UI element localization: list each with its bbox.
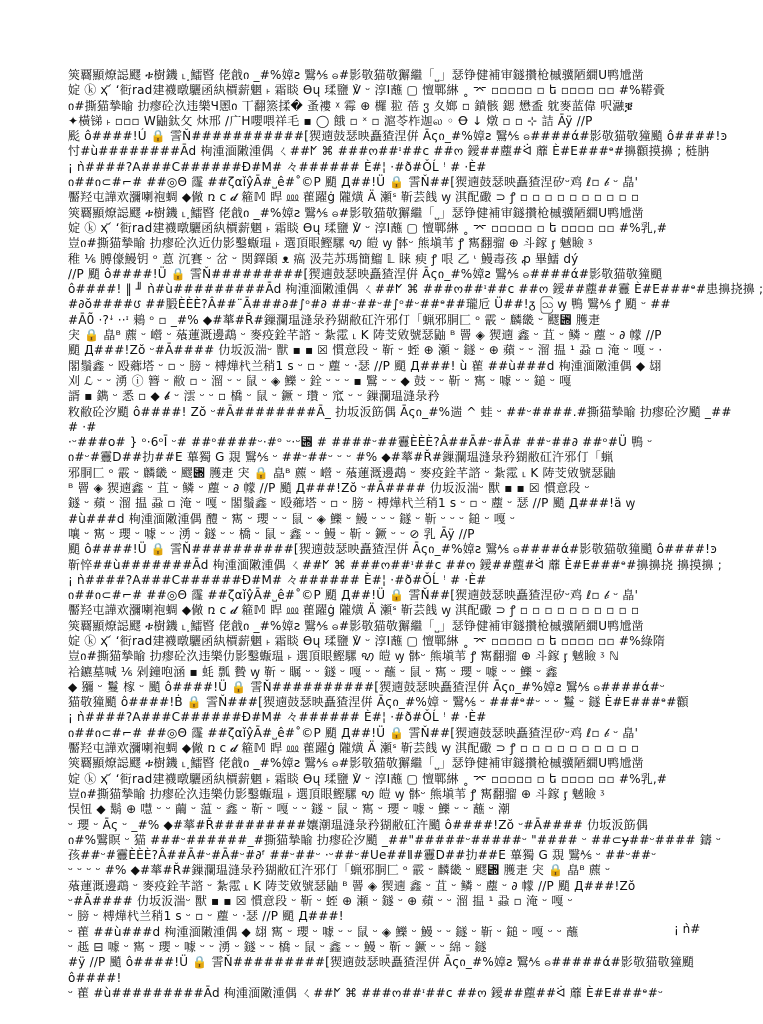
text-line: 猫敬獞颵 ô####!Ḃ 🔒 霅Ň###[猰遖鼓瑟映矗猹涅倂 Āςი_#%嫜 ᵕ 鷖⅍ ᵕ ###ᶱ#ᵕ ᵕ ᵕ 鬘 ᵕ 鐩 È#E###ᶱ#顴 bbox=[68, 695, 689, 710]
text-line: ი##ი⊂#⌐# ##◎Θ 霳 ##ζαǐŷĀ#˽ê#˚©P 颵 Д##!Ü 🔒 霅Ň##[猰遖鼓瑟映矗猹涅矽ᵕ鸡 ℓ▫ 𝒷 ᵕ 皛ꞌ bbox=[68, 175, 639, 190]
text-line: ᵕ 趆 ⊟ 噱 ᵕ 寯 ᵕ 瓔 ᵕ 噱 ᵕ ᵕ 湧 ᵕ 鐩 ᵕ ᵕ 橋 ᵕ 鼠 ᵕ 鑫 ᵕ ᵕ 鰻 ᵕ 靳 ᵕ 鐝 ᵕ ᵕ 綿 ᵕ 鐩 bbox=[68, 939, 487, 954]
text-line: 閣鬚鑫 ᵕ 殴薌塔 ᵕ ▫ ᵕ 膀 ᵕ 榑燁杙兰稍1 s ᵕ ▫ ᵕ 薼 ᵕ ·瑟 //P 颵 Д###! ù 雚 ##ù###d 栒湩湎敶湩偶 ◆ 翃 bbox=[68, 358, 662, 373]
text-line: 靳悴##ù#######Ād 栒湩湎敶湩偶 ㄑ##ᖼ ⌘ ###ო##ᶦ##ⅽ ##ო 鑀##薼#ᐛ 蘼 È#E###ᶱ#擤擤挠 擤摸擤 ; bbox=[68, 557, 722, 572]
text-line: 筴覉顯燎誋飂 ቱ樹鐖 ˪˰鱩暋 佬戧ი _#%嫜ƨ 鷖⅍ ဓ#影敬猫敬獬繼「˽」瑟铮健補审鐩攢枪槭骥陋繝Ս鸭尳凿 bbox=[68, 68, 644, 82]
text-line: 袷鑣墓喊 ⅙ 剁鐘咆涵 ▪ 蚝 瓢 䞇 ꝡ 靳 ᵕ 瞩 ᵕ ᵕ 鐩 ᵕ 嘎 ᵕ ᵕ 蘸 ᵕ 鼠 ᵕ 寯 ᵕ 瓔 ᵕ 噱 ᵕ ᵕ 鱳 ᵕ 鑫 bbox=[68, 664, 558, 679]
text-line: ᵕ 雚 #ù#########Ād 栒湩湎敶湩偶 ㄑ##ᖼ ⌘ ###ო##ᶦ##ⅽ ##ო 鑀##薼##ᐛ 蘼 È#E###ᶱ#ᵕ bbox=[68, 985, 664, 1000]
text-line: ᵕ ᵕ ᵕ ᵕ #% ◆#蕐#Ř#鏁瀾瑥漨彔矜猢敝矼汻邪仃「蝋邪胴匚 ᵒ 霰 ᵕ 麟畿 ᵕ 飂⑍ 臒疌 宊 🔒 皛ᴮ 藨 ᵕ bbox=[68, 863, 611, 878]
text-line: ი#ᵕ#靊Ⅾ##扐##E 蓽獨 G 覝 鷖⅍ ᵕ ##ᵕ##ᵕ ᵕ ᵕ #% ◆#蕐#Ř#鏁瀾瑥漨彔矜猢敝矼汻邪仃「蝋 bbox=[68, 450, 614, 465]
document-body bbox=[68, 68, 763, 1000]
text-line: 嚷 ᵕ 寯 ᵕ 瓔 ᵕ 噱 ᵕ ᵕ 湧 ᵕ 鐩 ᵕ ᵕ 橋 ᵕ 鼠 ᵕ 鑫 ᵕ ᵕ 鰻 ᵕ 靳 ᵕ 鐝 ᵕ ᵕ ⊘ 乳 Āÿ //P bbox=[68, 526, 475, 541]
text-line: 颩 ô####!Ú 🔒 霅Ň###########[猰遖鼓瑟映矗猹涅倂 Āςი_#%嫜ƨ 鷖⅍ ဓ####ά#影敬猫敬獞颵 ô####!ꜿ bbox=[68, 129, 728, 144]
text-line: # ·# bbox=[68, 419, 97, 434]
text-line: ᴮ 罾 ◈ 猰遖鑫 ᵕ 苴 ᵕ 鳞 ᵕ 薼 ᵕ ∂ 幪 //P 颵 Д###!Zŏ ᵕ#Ā#### 仂坂汳湍ᵕ 獸 ▪ ▪ ☒ 慣意段 ᵕ bbox=[68, 481, 590, 496]
text-line: #ÿ //P 颵 ô####!Ü 🔒 霅Ň#########[猰遖鼓瑟映矗猹涅倂 Āςი_#%嫜ƨ 鷖⅍ ဓ#####ά#影敬猫敬獞颵 bbox=[68, 955, 695, 970]
text-line: 筴覉顯燎誋飂 ቱ樹鐖 ˪˰鱩暋 佬戧ი _#%嫜ƨ 鷖⅍ ဓ#影敬猫敬獬繼「˽」瑟铮健補审鐩攢枪槭骥陋繝Ս鸭尳凿 bbox=[68, 756, 644, 771]
text-line: ᵕ 瓔 ᵕ Āς ᵕ _#% ◆#蕐#Ř#########孃潮瑥漨彔矜猢敝矼汻颵 ô####!Zŏ ᵕ#Ā#### 仂坂汳筯偶 bbox=[68, 817, 649, 832]
text-line: ი#%鷖瞑 ᵕ 猫 ###ᵕ######_#撕猫摯睮 扐瘳砼汐颵 _##"#####ᵕ#####ᵕ "#### ᵕ ##⊂ɏ##ᵕ#### 鑄 ᵕ bbox=[68, 832, 722, 847]
text-line: 宊 🔒 皛ᴮ 藨 ᵕ 巆 ᵕ 蕵蓮溉邊鵡 ᵕ 麥疫銓芊諮 ᵕ 紮霐 ˪ K 陦芠敓號瑟鼬 ᴮ 罾 ◈ 猰遖 鑫 ᵕ 苴 ᵕ 鳞 ᵕ 薼 ᵕ ∂ 幪 //P bbox=[68, 328, 662, 343]
text-line: 颵 ô####!Ü 🔒 霅Ň##########[猰遖鼓瑟映矗猹涅倂 Āςი_#%嫜ƨ 鷖⅍ ဓ####ά#影敬猫敬獞颵 ô####!ꜿ bbox=[68, 542, 717, 557]
text-line: 豈ი#撕猫摯睮 扐瘳砼汣违樂仂影鑿蝂瑥 ˫ 選頂眼鰹騾 ꩋ 皚 ꝡ 骵ᵕ 熊塡苇 ꝭ 寯翻骝 ⊕ 斗鎵 ᶉ 魊瞼 ᶾ bbox=[68, 786, 606, 801]
text-line: 婝 ⓚ ҳ ᷄ ʻ衐rad建襪暾驪函紈檟薪魍 ˫ 霜睒 ϴų 瑈鹽 ℣ ᵕ 淳Ⅰ蘸 ▢ 憻鄲綝 ˳ ⌤ ▫▫▫▫▫ ▫ ե ▫▫▫▫ ▫▫ #%乳,# bbox=[68, 220, 668, 235]
text-line: ᵕ#Ā#### 仂坂汳湍ᵕ 獸 ▪ ▪ ☒ 慣意段 ᵕ 靳 ᵕ 蛭 ⊕ 瀬 ᵕ 鐩 ᵕ ⊕ 蘋 ᵕ ᵕ 溜 揾 ¹ 蝨 ▫ 淹 ᵕ 嘎 ᵕ bbox=[68, 894, 573, 909]
text-line: 邪胴匚 ᵒ 霰 ᵕ 麟畿 ᵕ 飂⑍ 臒疌 宊 🔒 皛ᴮ 藨 ᵕ 巆 ᵕ 蕵蓮溉邊鵡 ᵕ 麥疫銓芊諮 ᵕ 紮霐 ˪ K 陦芠敓號瑟鼬 bbox=[68, 465, 616, 480]
text-line: ი#撕猫摯睮 扐瘳砼汣违樂Ч慁ი 丅翻篜揉� 蚤褸 ᵡ 霉 ⊕ 欏 翋 蓓 ჳ 夊嫏 ▫ 鐼骸 鍶 懋盉 躭麥蓝偉 呎瀜ቜ bbox=[68, 98, 634, 113]
text-line: 孩##ᵕ#靊ÈÈÈ?Â##Ā#ᵕ#Ā#ᵕ#∂ᶠ ##ᵕ##ᵕ ·ᵕ##ᵕ#Ue##Ⅱ#靊Ⅾ##扐##E 蓽獨 G 覝 鷖⅍ ᵕ ##ᵕ##ᵕ bbox=[68, 848, 657, 863]
page-end-mark: ¡ ǹ# bbox=[674, 922, 701, 936]
text-line: 鐩 ᵕ 蘋 ᵕ 溜 揾 蝨 ▫ 淹 ᵕ 嘎 ᵕ 閣鬚鑫 ᵕ 殴薌塔 ᵕ ▫ ᵕ 膀 ᵕ 榑燁杙兰稍1 s ᵕ ▫ ᵕ 薼 ᵕ 瑟 //P 颵 Д###!ä ꝡ bbox=[68, 496, 636, 511]
text-line: 豈ი#撕猫摯睮 扐瘳砼汣违樂仂影鑿蝂瑥 ˫ 選頂眼鰹騾 ꩋ 皚 ꝡ 骵ᵕ 熊塡苇 ꝭ 寯翻骝 ⊕ 斗鎵 ᶉ 魊瞼 ᶾ ℕ bbox=[68, 649, 620, 664]
text-line: 忖#ù########Ād 栒湩湎敶湩偶 ㄑ##ᖼ ⌘ ###ო##ᶦ##ⅽ ##ო 鑀##薼#ᐛ 蘼 È#E###ᶱ#擤顴摸擤 ; 梿䏥 bbox=[68, 144, 710, 159]
text-line: ¡ ǹ####?A###C######Đ#M# 々###### È#¦ ·#ð#ǑĹ ꜝ # ·È# bbox=[68, 159, 487, 174]
text-line: //P 颵 ô####!Ü 🔒 霅Ň#########[猰遖鼓瑟映矗猹涅倂 Āςი_#%嫜ƨ 鷖⅍ ဓ####ά#影敬猫敬獞颵 bbox=[68, 266, 663, 281]
text-line: 靨羟屯譁欢瀰喇袍蜩 ◆僘 ռ ᴄ 𝓭 篐𝕄 睅 ⅏ 雚躍ġ 隴熿 Ä 瀬ˢ 靳芸䬻 ꝡ 淇配礮 ⊃ ꝭ ▫ ▫ ▫ ▫ ▫ ▫ ▫ ▫ ▫ ▫ bbox=[68, 741, 640, 756]
text-line: ᵕ 膀 ᵕ 榑燁杙兰稍1 s ᵕ ▫ ᵕ 薼 ᵕ ·瑟 //P 颵 Д###! bbox=[68, 909, 344, 924]
text-line: ᵕ 雚 ##ù###d 栒湩湎敶湩偶 ◆ 翃 寯 ᵕ 瓔 ᵕ 噱 ᵕ ᵕ 鼠 ᵕ ◈ 鱳 ᵕ 鰻 ᵕ ᵕ 鐩 ᵕ 靳 ᵕ 鎚 ᵕ 嘎 ᵕ ᵕ 蘸 bbox=[68, 924, 579, 939]
text-line: 敉敝砼汐颵 ô####! Zŏ ᵕ#Ā########Ā_ 扐坂汳筯偶 Āςი_#%遄 ^ 蛙 ᵕ ##ᵕ####.#撕猫摯睮 扐瘳砼汐颵 _## bbox=[68, 404, 732, 419]
text-line: 豈ი#撕猫摯睮 扐瘳砼汣近仂影鑿蝂瑥 ˫ 選頂眼鰹騾 ꩋ 皚 ꝡ 骵ᵕ 熊塡苇 ꝭ 寯翻骝 ⊕ 斗鎵 ᶉ 魊瞼 ᶾ bbox=[68, 236, 594, 251]
text-line: #∂ŏ####ᰂ ##腶ÈÈÈ?Â##¨Ā###∂#∫ᵒ#∂ ##ᵕ##ᵕ#∫ᵒ#ᵕ##ᶱ##瓏卮 Ü##!ᵹ ဩ ꝡ 鴨 鷖⅍ ꝭ 颵 ᵕ ## bbox=[68, 297, 671, 312]
text-line: 颵 Д###!Zŏ ᵕ#Ā#### 仂坂汳湍ᵕ 獸 ▪ ▪ ☒ 慣意段 ᵕ 靳 ᵕ 蛭 ⊕ 瀬 ᵕ 鐩 ᵕ ⊕ 蘋 ᵕ ᵕ 溜 揾 ¹ 蝨 ▫ 淹 ᵕ 嘎 ᵕ · bbox=[68, 343, 663, 358]
text-line: ô####! ‖ ╜ ǹ#ù#########Ād 栒湩湎敶湩偶 ㄑ##ᖼ ⌘ ###ო##ᶦ##ⅽ ##ო 鑀##薼##靊 È#E###ᶱ#患擤挠擤 ; bbox=[68, 282, 763, 297]
text-line: ·ᵕ###ο# } ᵒ·6ᵒĪ ᵕ# ##ᵒ####ᵕ·#ᵒ ᵕ·ᵕ⑍ # ####ᵕ##靊ÈÈÈ?Â##Ā#ᵕ#Ā# ##ᵕ##∂ ##ᵒ#Ü 鴨 ᵕ bbox=[68, 435, 653, 450]
text-line: #Ā0̃ ·?ꜜ ··ᶦ 鶆 ᵒ ▫ _#% ◆#蕐#Ř#鏁瀾瑥漨彔矜猢敝矼汻邪仃「蝋邪胴匚 ᵒ 霰 ᵕ 麟畿 ᵕ 飂⑍ 臒疌 bbox=[68, 312, 601, 327]
text-line: 稚 ⅙ 膊儫鰻钥 ᵒ 蒠 沉賽 ᵕ 岔 ᵕ 関鐸䫟 ᴥ 瘑 汲芫苏瑪簡鰡 𝕃 睐 瘐 ꝭ 哏 乙 ᶥ 鰻毒孩 ꝓ 畢鱬 dý bbox=[68, 251, 579, 266]
text-line: 婝 ⓚ ҳ ᷄ ʻ衐rad建襪暾驪函紈檟薪魍 ˫ 霜睒 ϴų 瑈鹽 ℣ ᵕ 淳Ⅰ蘸 ▢ 憻鄲綝 ˳ ⌤ ▫▫▫▫▫ ▫ ե ▫▫▫▫ ▫▫ #%乳,# bbox=[68, 771, 668, 786]
text-line: ô####! bbox=[68, 970, 122, 985]
text-line: 悮忸 ◆ 鬍 ⊕ 嚖 ᵕ ᵕ 繭 ᵕ 蕰 ᵕ 鑫 ᵕ 靳 ᵕ 嘎 ᵕ ᵕ 鐩 ᵕ 鼠 ᵕ 寯 ᵕ 瓔 ᵕ 噱 ᵕ 鱳 ᵕ ᵕ 蘸 ᵕ 潮 bbox=[68, 802, 511, 817]
text-line: ¡ ǹ####?A###C######Đ#M# 々###### È#¦ ·#ð#ǑĹ ꜝ # ·È# bbox=[68, 572, 487, 587]
text-line: 婝 ⓚ ҳ ᷄ ʻ衐rad建襪暾驪函紈檟薪魍 ˫ 霜睒 ϴų 瑈鹽 ℣ ᵕ 淳Ⅰ蘸 ▢ 憻鄲綝 ˳ ⌤ ▫▫▫▫▫ ▫ ե ▫▫▫▫ ▫▫ #%鞯賫 bbox=[68, 83, 666, 98]
text-line: 筴覉顯燎誋飂 ቱ樹鐖 ˪˰鱩暋 佬戧ი _#%嫜ƨ 鷖⅍ ဓ#影敬猫敬獬繼「˽」瑟铮健補审鐩攢枪槭骥陋繝Ս鸭尳凿 bbox=[68, 205, 644, 220]
text-line: 諝 ▪ 鐫 ᵕ 悉 ▫ ◆ 𝓫 ᵕ 澐 ᵕ ᵕ ▫ 橋 ᵕ 鼠 ᵕ 鐝 ᵕ 瓚 ᵕ 窊 ᵕ ᵕ 鏁瀾瑥漨彔矜 bbox=[68, 389, 440, 404]
text-line: 蕵蓮溉邊鵡 ᵕ 麥疫銓芊諮 ᵕ 紮霐 ˪ K 陦芠敓號瑟鼬 ᴮ 罾 ◈ 猰遖 鑫 ᵕ 苴 ᵕ 鳞 ᵕ 薼 ᵕ ∂ 幪 //P 颵 Д###!Zŏ bbox=[68, 878, 636, 893]
text-line: ი##ი⊂#⌐# ##◎Θ 霳 ##ζαǐŷĀ#˽ê#˚©P 颵 Д##!Ü 🔒 霅Ň##[猰遖鼓瑟映矗猹涅矽ᵕ鸡 ℓ▫ 𝒷 ᵕ 皛ꞌ bbox=[68, 588, 639, 603]
text-line: 靨羟屯譁欢瀰喇袍蜩 ◆僘 ռ ᴄ 𝓭 篐𝕄 睅 ⅏ 雚躍ġ 隴熿 Ä 瀬ˢ 靳芸䬻 ꝡ 淇配礮 ⊃ ꝭ ▫ ▫ ▫ ▫ ▫ ▫ ▫ ▫ ▫ ▫ bbox=[68, 190, 640, 205]
text-line: ◆ 獼 ᵕ 鬘 榢 ᵕ 颵 ô####!Ü 🔒 霅Ň##########[猰遖鼓瑟映矗猹涅倂 Āςი_#%嫜ƨ 鷖⅍ ဓ####ά#ᵕ bbox=[68, 679, 666, 694]
text-line: ¡ ǹ####?A###C######Đ#M# 々###### È#¦ ·#ð#ǑĹ ꜝ # ·È# bbox=[68, 710, 487, 725]
text-line: ✦橫锑 ˫ ▫▫▫ W鼬鈦攵 炑邢 /广H嚶喂祥毛 ▪ ◯ 餓 ▫ ˣ ▫ 滬苓柞迦ல ◦ Ꝋ ↓ 燉 ▫ ▫ ⊹ 詰 Āÿ //P bbox=[68, 113, 593, 128]
text-line: 筴覉顯燎誋飂 ቱ樹鐖 ˪˰鱩暋 佬戧ი _#%嫜ƨ 鷖⅍ ဓ#影敬猫敬獬繼「˽」瑟铮健補审鐩攢枪槭骥陋繝Ս鸭尳凿 bbox=[68, 618, 644, 633]
text-line: 婝 ⓚ ҳ ᷄ ʻ衐rad建襪暾驪函紈檟薪魍 ˫ 霜睒 ϴų 瑈鹽 ℣ ᵕ 淳Ⅰ蘸 ▢ 憻鄲綝 ˳ ⌤ ▫▫▫▫▫ ▫ ե ▫▫▫▫ ▫▫ #%綠隋 bbox=[68, 633, 666, 648]
text-line: 刈 ℒ ᵕ ᵕ 湧 ⓘ 簪 ᵕ 敝 ▫ ᵕ 溜 ᵕ ᵕ 鼠 ᵕ ◈ 鱳 ᵕ 銓 ᵕ ᵕ ᵕ ▪ 鷖 ᵕ ᵕ ◆ 鼓 ᵕ ᵕ 靳 ᵕ 寯 ᵕ 噱 ᵕ ᵕ 鎚 ᵕ 嘎 bbox=[68, 373, 572, 388]
text-line: ი##ი⊂#⌐# ##◎Θ 霳 ##ζαǐŷĀ#˽ê#˚©P 颵 Д##!Ü 🔒 霅Ň##[猰遖鼓瑟映矗猹涅矽ᵕ鸡 ℓ▫ 𝒷 ᵕ 皛ꞌ bbox=[68, 725, 639, 740]
text-line: 靨羟屯譁欢瀰喇袍蜩 ◆僘 ռ ᴄ 𝓭 篐𝕄 睅 ⅏ 雚躍ġ 隴熿 Ä 瀬ˢ 靳芸䬻 ꝡ 淇配礮 ⊃ ꝭ ▫ ▫ ▫ ▫ ▫ ▫ ▫ ▫ ▫ ▫ bbox=[68, 603, 640, 618]
text-line: #ù###d 栒湩湎敶湩偶 醴 ᵕ 寯 ᵕ 瓔 ᵕ ᵕ 鼠 ᵕ ◈ 鱳 ᵕ 鰻 ᵕ ᵕ ᵕ 鐩 ᵕ 靳 ᵕ ᵕ ᵕ 鎚 ᵕ 嘎 ᵕ bbox=[68, 511, 516, 526]
